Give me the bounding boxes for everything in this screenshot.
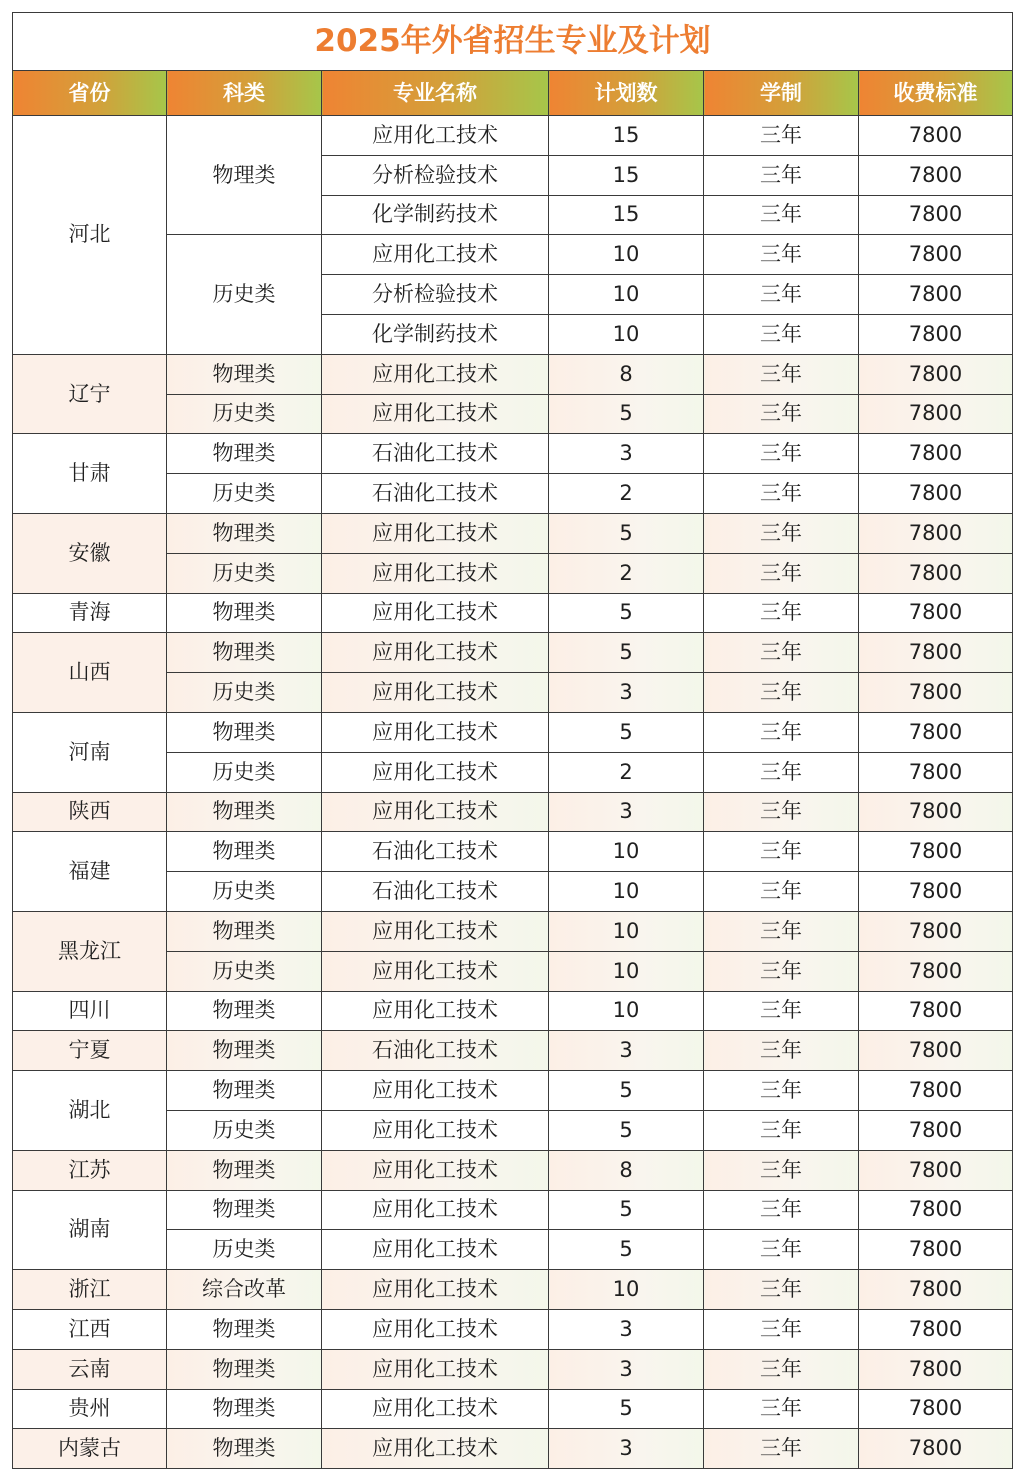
duration-cell: 三年 bbox=[704, 474, 859, 514]
major-cell: 应用化工技术 bbox=[322, 116, 549, 156]
category-cell: 物理类 bbox=[167, 991, 322, 1031]
duration-cell: 三年 bbox=[704, 951, 859, 991]
duration-cell: 三年 bbox=[704, 1071, 859, 1111]
major-cell: 应用化工技术 bbox=[322, 1110, 549, 1150]
table-row bbox=[13, 1150, 1013, 1190]
plan-count-cell: 10 bbox=[549, 991, 704, 1031]
province-cell: 辽宁 bbox=[13, 354, 167, 434]
category-cell: 历史类 bbox=[167, 673, 322, 713]
duration-cell: 三年 bbox=[704, 195, 859, 235]
category-cell: 物理类 bbox=[167, 832, 322, 872]
duration-cell: 三年 bbox=[704, 1150, 859, 1190]
fee-cell: 7800 bbox=[859, 593, 1013, 633]
duration-cell: 三年 bbox=[704, 1349, 859, 1389]
plan-count-cell: 15 bbox=[549, 116, 704, 156]
fee-cell: 7800 bbox=[859, 752, 1013, 792]
category-cell: 历史类 bbox=[167, 235, 322, 354]
plan-count-cell: 15 bbox=[549, 195, 704, 235]
province-cell: 四川 bbox=[13, 991, 167, 1031]
duration-cell: 三年 bbox=[704, 434, 859, 474]
province-cell: 陕西 bbox=[13, 792, 167, 832]
fee-cell: 7800 bbox=[859, 553, 1013, 593]
table-row bbox=[13, 712, 1013, 752]
fee-cell: 7800 bbox=[859, 951, 1013, 991]
category-cell: 历史类 bbox=[167, 1230, 322, 1270]
province-cell: 黑龙江 bbox=[13, 911, 167, 991]
major-cell: 应用化工技术 bbox=[322, 752, 549, 792]
duration-cell: 三年 bbox=[704, 832, 859, 872]
major-cell: 化学制药技术 bbox=[322, 195, 549, 235]
major-cell: 应用化工技术 bbox=[322, 593, 549, 633]
plan-count-cell: 3 bbox=[549, 792, 704, 832]
fee-cell: 7800 bbox=[859, 1389, 1013, 1429]
category-cell: 物理类 bbox=[167, 911, 322, 951]
fee-cell: 7800 bbox=[859, 991, 1013, 1031]
major-cell: 石油化工技术 bbox=[322, 1031, 549, 1071]
plan-count-cell: 3 bbox=[549, 1429, 704, 1469]
major-cell: 应用化工技术 bbox=[322, 1150, 549, 1190]
duration-cell: 三年 bbox=[704, 513, 859, 553]
fee-cell: 7800 bbox=[859, 872, 1013, 912]
province-cell: 贵州 bbox=[13, 1389, 167, 1429]
duration-cell: 三年 bbox=[704, 155, 859, 195]
fee-cell: 7800 bbox=[859, 911, 1013, 951]
duration-cell: 三年 bbox=[704, 872, 859, 912]
duration-cell: 三年 bbox=[704, 1389, 859, 1429]
plan-count-cell: 10 bbox=[549, 951, 704, 991]
category-cell: 历史类 bbox=[167, 752, 322, 792]
header-row bbox=[13, 71, 1013, 116]
table-row bbox=[13, 354, 1013, 394]
duration-cell: 三年 bbox=[704, 673, 859, 713]
plan-count-cell: 10 bbox=[549, 314, 704, 354]
fee-cell: 7800 bbox=[859, 633, 1013, 673]
table-row bbox=[13, 1071, 1013, 1111]
plan-count-cell: 5 bbox=[549, 394, 704, 434]
plan-count-cell: 2 bbox=[549, 553, 704, 593]
major-cell: 应用化工技术 bbox=[322, 1270, 549, 1310]
fee-cell: 7800 bbox=[859, 434, 1013, 474]
category-cell: 物理类 bbox=[167, 1349, 322, 1389]
plan-count-cell: 3 bbox=[549, 1309, 704, 1349]
plan-count-cell: 5 bbox=[549, 513, 704, 553]
duration-cell: 三年 bbox=[704, 1190, 859, 1230]
duration-cell: 三年 bbox=[704, 712, 859, 752]
table-row bbox=[13, 513, 1013, 553]
category-cell: 物理类 bbox=[167, 116, 322, 235]
category-cell: 历史类 bbox=[167, 553, 322, 593]
province-cell: 甘肃 bbox=[13, 434, 167, 514]
fee-cell: 7800 bbox=[859, 235, 1013, 275]
fee-cell: 7800 bbox=[859, 1230, 1013, 1270]
table-row bbox=[13, 1349, 1013, 1389]
major-cell: 石油化工技术 bbox=[322, 434, 549, 474]
province-cell: 江苏 bbox=[13, 1150, 167, 1190]
major-cell: 应用化工技术 bbox=[322, 354, 549, 394]
plan-count-cell: 8 bbox=[549, 354, 704, 394]
plan-count-cell: 5 bbox=[549, 1190, 704, 1230]
fee-cell: 7800 bbox=[859, 116, 1013, 156]
duration-cell: 三年 bbox=[704, 314, 859, 354]
major-cell: 分析检验技术 bbox=[322, 155, 549, 195]
province-cell: 宁夏 bbox=[13, 1031, 167, 1071]
duration-cell: 三年 bbox=[704, 593, 859, 633]
header-province: 省份 bbox=[13, 71, 167, 116]
fee-cell: 7800 bbox=[859, 1071, 1013, 1111]
major-cell: 应用化工技术 bbox=[322, 1429, 549, 1469]
category-cell: 物理类 bbox=[167, 1309, 322, 1349]
duration-cell: 三年 bbox=[704, 394, 859, 434]
fee-cell: 7800 bbox=[859, 673, 1013, 713]
province-cell: 湖南 bbox=[13, 1190, 167, 1270]
province-cell: 山西 bbox=[13, 633, 167, 713]
major-cell: 应用化工技术 bbox=[322, 394, 549, 434]
header-plan: 计划数 bbox=[549, 71, 704, 116]
duration-cell: 三年 bbox=[704, 911, 859, 951]
enrollment-plan-table bbox=[12, 12, 1013, 1469]
major-cell: 应用化工技术 bbox=[322, 951, 549, 991]
major-cell: 应用化工技术 bbox=[322, 553, 549, 593]
header-category: 科类 bbox=[167, 71, 322, 116]
duration-cell: 三年 bbox=[704, 792, 859, 832]
plan-count-cell: 5 bbox=[549, 712, 704, 752]
province-cell: 湖北 bbox=[13, 1071, 167, 1151]
major-cell: 应用化工技术 bbox=[322, 911, 549, 951]
major-cell: 应用化工技术 bbox=[322, 1389, 549, 1429]
province-cell: 河南 bbox=[13, 712, 167, 792]
fee-cell: 7800 bbox=[859, 1349, 1013, 1389]
duration-cell: 三年 bbox=[704, 275, 859, 315]
fee-cell: 7800 bbox=[859, 314, 1013, 354]
duration-cell: 三年 bbox=[704, 1270, 859, 1310]
plan-count-cell: 5 bbox=[549, 593, 704, 633]
plan-count-cell: 2 bbox=[549, 752, 704, 792]
plan-count-cell: 15 bbox=[549, 155, 704, 195]
fee-cell: 7800 bbox=[859, 1309, 1013, 1349]
major-cell: 应用化工技术 bbox=[322, 712, 549, 752]
category-cell: 物理类 bbox=[167, 354, 322, 394]
major-cell: 石油化工技术 bbox=[322, 872, 549, 912]
plan-count-cell: 5 bbox=[549, 1071, 704, 1111]
category-cell: 物理类 bbox=[167, 1190, 322, 1230]
province-cell: 青海 bbox=[13, 593, 167, 633]
duration-cell: 三年 bbox=[704, 1309, 859, 1349]
province-cell: 内蒙古 bbox=[13, 1429, 167, 1469]
duration-cell: 三年 bbox=[704, 1110, 859, 1150]
plan-count-cell: 10 bbox=[549, 911, 704, 951]
major-cell: 应用化工技术 bbox=[322, 1190, 549, 1230]
table-row bbox=[13, 434, 1013, 474]
plan-count-cell: 3 bbox=[549, 1349, 704, 1389]
duration-cell: 三年 bbox=[704, 752, 859, 792]
plan-count-cell: 5 bbox=[549, 1230, 704, 1270]
plan-count-cell: 3 bbox=[549, 434, 704, 474]
fee-cell: 7800 bbox=[859, 474, 1013, 514]
major-cell: 石油化工技术 bbox=[322, 832, 549, 872]
category-cell: 物理类 bbox=[167, 1389, 322, 1429]
fee-cell: 7800 bbox=[859, 394, 1013, 434]
plan-count-cell: 10 bbox=[549, 235, 704, 275]
plan-count-cell: 3 bbox=[549, 1031, 704, 1071]
duration-cell: 三年 bbox=[704, 1429, 859, 1469]
category-cell: 物理类 bbox=[167, 712, 322, 752]
category-cell: 历史类 bbox=[167, 474, 322, 514]
table-row bbox=[13, 1031, 1013, 1071]
fee-cell: 7800 bbox=[859, 1031, 1013, 1071]
fee-cell: 7800 bbox=[859, 712, 1013, 752]
major-cell: 应用化工技术 bbox=[322, 1071, 549, 1111]
table-row bbox=[13, 792, 1013, 832]
duration-cell: 三年 bbox=[704, 116, 859, 156]
plan-count-cell: 2 bbox=[549, 474, 704, 514]
header-fee: 收费标准 bbox=[859, 71, 1013, 116]
category-cell: 物理类 bbox=[167, 513, 322, 553]
category-cell: 物理类 bbox=[167, 593, 322, 633]
fee-cell: 7800 bbox=[859, 1150, 1013, 1190]
plan-count-cell: 5 bbox=[549, 633, 704, 673]
category-cell: 物理类 bbox=[167, 1429, 322, 1469]
province-cell: 浙江 bbox=[13, 1270, 167, 1310]
duration-cell: 三年 bbox=[704, 1230, 859, 1270]
fee-cell: 7800 bbox=[859, 832, 1013, 872]
major-cell: 应用化工技术 bbox=[322, 235, 549, 275]
major-cell: 应用化工技术 bbox=[322, 673, 549, 713]
plan-count-cell: 10 bbox=[549, 872, 704, 912]
table-row bbox=[13, 1309, 1013, 1349]
category-cell: 综合改革 bbox=[167, 1270, 322, 1310]
plan-count-cell: 10 bbox=[549, 1270, 704, 1310]
major-cell: 石油化工技术 bbox=[322, 474, 549, 514]
plan-count-cell: 10 bbox=[549, 832, 704, 872]
table-row bbox=[13, 911, 1013, 951]
table-row bbox=[13, 991, 1013, 1031]
duration-cell: 三年 bbox=[704, 354, 859, 394]
fee-cell: 7800 bbox=[859, 195, 1013, 235]
category-cell: 历史类 bbox=[167, 951, 322, 991]
province-cell: 安徽 bbox=[13, 513, 167, 593]
category-cell: 物理类 bbox=[167, 434, 322, 474]
duration-cell: 三年 bbox=[704, 633, 859, 673]
table-body bbox=[13, 116, 1013, 1469]
fee-cell: 7800 bbox=[859, 275, 1013, 315]
duration-cell: 三年 bbox=[704, 1031, 859, 1071]
fee-cell: 7800 bbox=[859, 1429, 1013, 1469]
table-row bbox=[13, 116, 1013, 156]
fee-cell: 7800 bbox=[859, 1190, 1013, 1230]
category-cell: 历史类 bbox=[167, 394, 322, 434]
header-duration: 学制 bbox=[704, 71, 859, 116]
header-major: 专业名称 bbox=[322, 71, 549, 116]
table-row bbox=[13, 832, 1013, 872]
major-cell: 化学制药技术 bbox=[322, 314, 549, 354]
major-cell: 应用化工技术 bbox=[322, 991, 549, 1031]
province-cell: 云南 bbox=[13, 1349, 167, 1389]
table-row bbox=[13, 1190, 1013, 1230]
major-cell: 应用化工技术 bbox=[322, 792, 549, 832]
table-row bbox=[13, 1389, 1013, 1429]
category-cell: 历史类 bbox=[167, 872, 322, 912]
major-cell: 应用化工技术 bbox=[322, 513, 549, 553]
duration-cell: 三年 bbox=[704, 553, 859, 593]
fee-cell: 7800 bbox=[859, 1270, 1013, 1310]
duration-cell: 三年 bbox=[704, 235, 859, 275]
category-cell: 物理类 bbox=[167, 1031, 322, 1071]
major-cell: 应用化工技术 bbox=[322, 633, 549, 673]
category-cell: 历史类 bbox=[167, 1110, 322, 1150]
table-row bbox=[13, 593, 1013, 633]
fee-cell: 7800 bbox=[859, 792, 1013, 832]
category-cell: 物理类 bbox=[167, 1071, 322, 1111]
plan-count-cell: 3 bbox=[549, 673, 704, 713]
category-cell: 物理类 bbox=[167, 633, 322, 673]
plan-count-cell: 5 bbox=[549, 1389, 704, 1429]
category-cell: 物理类 bbox=[167, 1150, 322, 1190]
province-cell: 福建 bbox=[13, 832, 167, 912]
province-cell: 河北 bbox=[13, 116, 167, 355]
table-row bbox=[13, 633, 1013, 673]
table-row bbox=[13, 1429, 1013, 1469]
plan-count-cell: 5 bbox=[549, 1110, 704, 1150]
fee-cell: 7800 bbox=[859, 155, 1013, 195]
page-title: 2025年外省招生专业及计划 bbox=[13, 13, 1013, 71]
duration-cell: 三年 bbox=[704, 991, 859, 1031]
major-cell: 应用化工技术 bbox=[322, 1230, 549, 1270]
major-cell: 应用化工技术 bbox=[322, 1309, 549, 1349]
plan-count-cell: 8 bbox=[549, 1150, 704, 1190]
fee-cell: 7800 bbox=[859, 1110, 1013, 1150]
major-cell: 分析检验技术 bbox=[322, 275, 549, 315]
major-cell: 应用化工技术 bbox=[322, 1349, 549, 1389]
province-cell: 江西 bbox=[13, 1309, 167, 1349]
category-cell: 物理类 bbox=[167, 792, 322, 832]
table-row bbox=[13, 1270, 1013, 1310]
fee-cell: 7800 bbox=[859, 513, 1013, 553]
plan-count-cell: 10 bbox=[549, 275, 704, 315]
fee-cell: 7800 bbox=[859, 354, 1013, 394]
